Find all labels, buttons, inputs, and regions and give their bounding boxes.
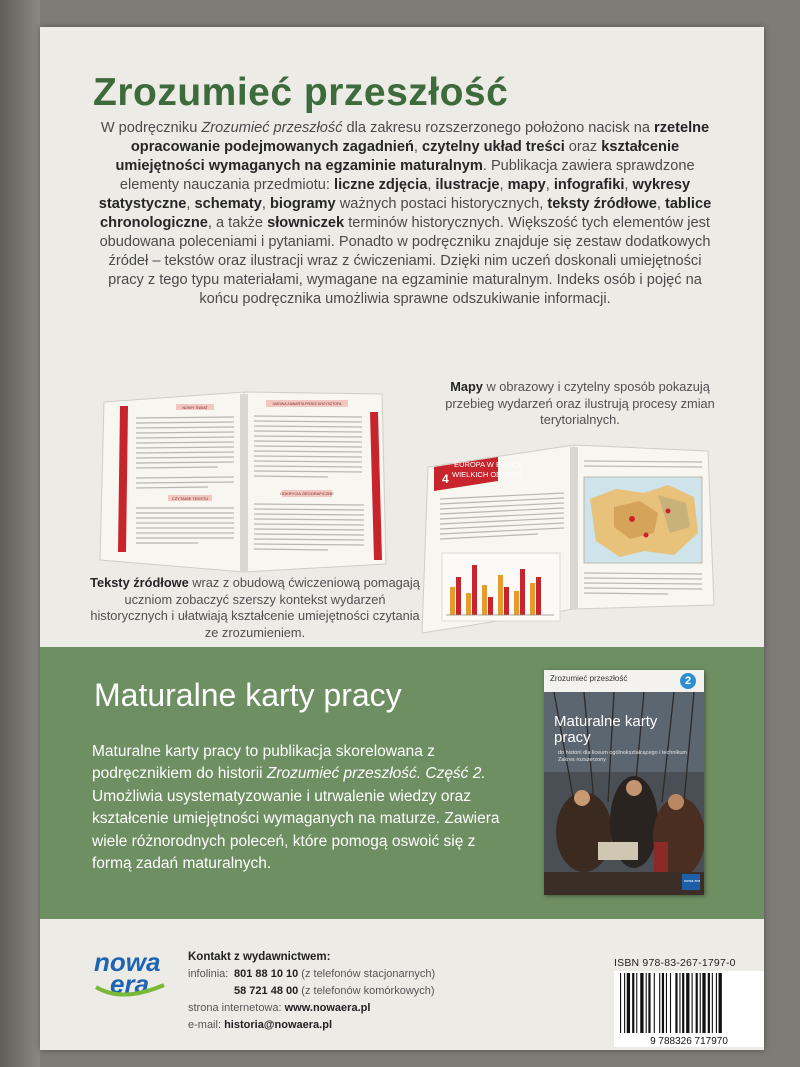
workbook-cover-image [544, 670, 704, 895]
maps-caption: Mapy w obrazowy i czytelny sposób pokazują przebieg wydarzeń oraz ilustrują procesy zmian terytorialnych. [445, 379, 715, 427]
book-back-cover [40, 27, 764, 1050]
workbook-cover-title: Maturalne karty pracy [554, 713, 658, 746]
section-description: Maturalne karty pracy to publikacja skorelowana z podręcznikiem do historii Zrozumieć przeszłość. Część 2. Umożliwia usystematyzowanie i utrwalenie wiedzy oraz kształcenie umiejętności wymaganych na maturze. Zawiera wiele różnorodnych poleceń, które pomogą oswoić się z formą zadań maturalnych. [92, 743, 500, 873]
isbn-number: ISBN 978-83-267-1797-0 [614, 957, 736, 969]
contact-info [188, 949, 435, 1034]
phone-line-1: infolinia: 801 88 10 10 (z telefonów stacjonarnych) [188, 968, 436, 980]
contact-heading: Kontakt z wydawnictwem: [188, 951, 331, 963]
workbook-cover-subtitle: do historii dla liceum ogólnokształcącego i technikum Zakres rozszerzony [558, 750, 688, 763]
website-link[interactable]: www.nowaera.pl [284, 1002, 371, 1014]
workbook-volume-badge: 2 [680, 673, 696, 689]
left-book-heading-3: CZYTANIE TEKSTU [171, 496, 209, 501]
website-line: strona internetowa: www.nowaera.pl [188, 1002, 371, 1014]
left-book-heading-4: ODKRYCIA GEOGRAFICZNE [280, 491, 334, 496]
left-book-heading-1: NOWY ŚWIAT [182, 405, 208, 410]
background-shadow-left [0, 0, 40, 1067]
right-book-chapter-title-1: EUROPA W EPOCE [454, 460, 523, 469]
workbook-cover-logo [684, 876, 700, 890]
svg-text:nowa era: nowa era [684, 878, 700, 883]
nowa-era-logo [92, 945, 174, 1005]
intro-paragraph: W podręczniku Zrozumieć przeszłość dla zakresu rozszerzonego położono nacisk na rzetelne opracowanie podejmowanych zagadnień, czytelny układ treści oraz kształcenie umiejętności wymaganych na egzaminie maturalnym. Publikacja zawiera sprawdzone elementy nauczania przedmiotu: liczne zdjęcia, ilustracje, mapy, infografiki, wykresy statystyczne, schematy, biogramy ważnych postaci historycznych, teksty źródłowe, tablice chronologiczne, a także słowniczek terminów historycznych. Większość tych elementów jest obudowana poleceniami i pytaniami. Ponadto w podręczniku znajduje się zestaw dodatkowych źródeł – tekstów oraz ilustracji wraz z ćwiczeniami. Dzięki nim uczeń doskonali umiejętności pracy z tego typu materiałami, wymagane na egzaminie maturalnym. Indeks osób i pojęć na końcu podręcznika umożliwia sprawne odszukiwanie informacji. [98, 120, 712, 307]
left-book-heading-2: UMOWA ZAWARTA PRZEZ KRZYSZTOFA [272, 402, 342, 406]
email-line: e-mail: historia@nowaera.pl [188, 1019, 332, 1031]
book-title: Zrozumieć przeszłość [93, 71, 509, 114]
open-book-sources-illustration [98, 372, 388, 577]
workbook-series-label: Zrozumieć przeszłość [550, 674, 628, 683]
barcode-digits: 9 788326 717970 [650, 1036, 728, 1047]
maturalne-karty-section [40, 647, 764, 919]
section-title: Maturalne karty pracy [94, 677, 402, 713]
svg-text:era: era [110, 969, 150, 999]
email-link[interactable]: historia@nowaera.pl [224, 1019, 332, 1031]
source-texts-caption: Teksty źródłowe wraz z obudową ćwiczeniową pomagają uczniom zobaczyć szerszy kontekst wydarzeń historycznych i ułatwiają kształcenie umiejętności czytania ze zrozumieniem. [90, 575, 420, 640]
footer [40, 919, 764, 1050]
svg-text:nowa: nowa [94, 947, 161, 977]
right-book-chapter-number: 4 [442, 472, 449, 486]
isbn-barcode [614, 971, 764, 1047]
phone-line-2: 58 721 48 00 (z telefonów komórkowych) [234, 985, 435, 997]
right-book-chapter-title-2: WIELKICH ODKRYĆ [452, 470, 523, 479]
open-book-maps-illustration [418, 437, 718, 637]
